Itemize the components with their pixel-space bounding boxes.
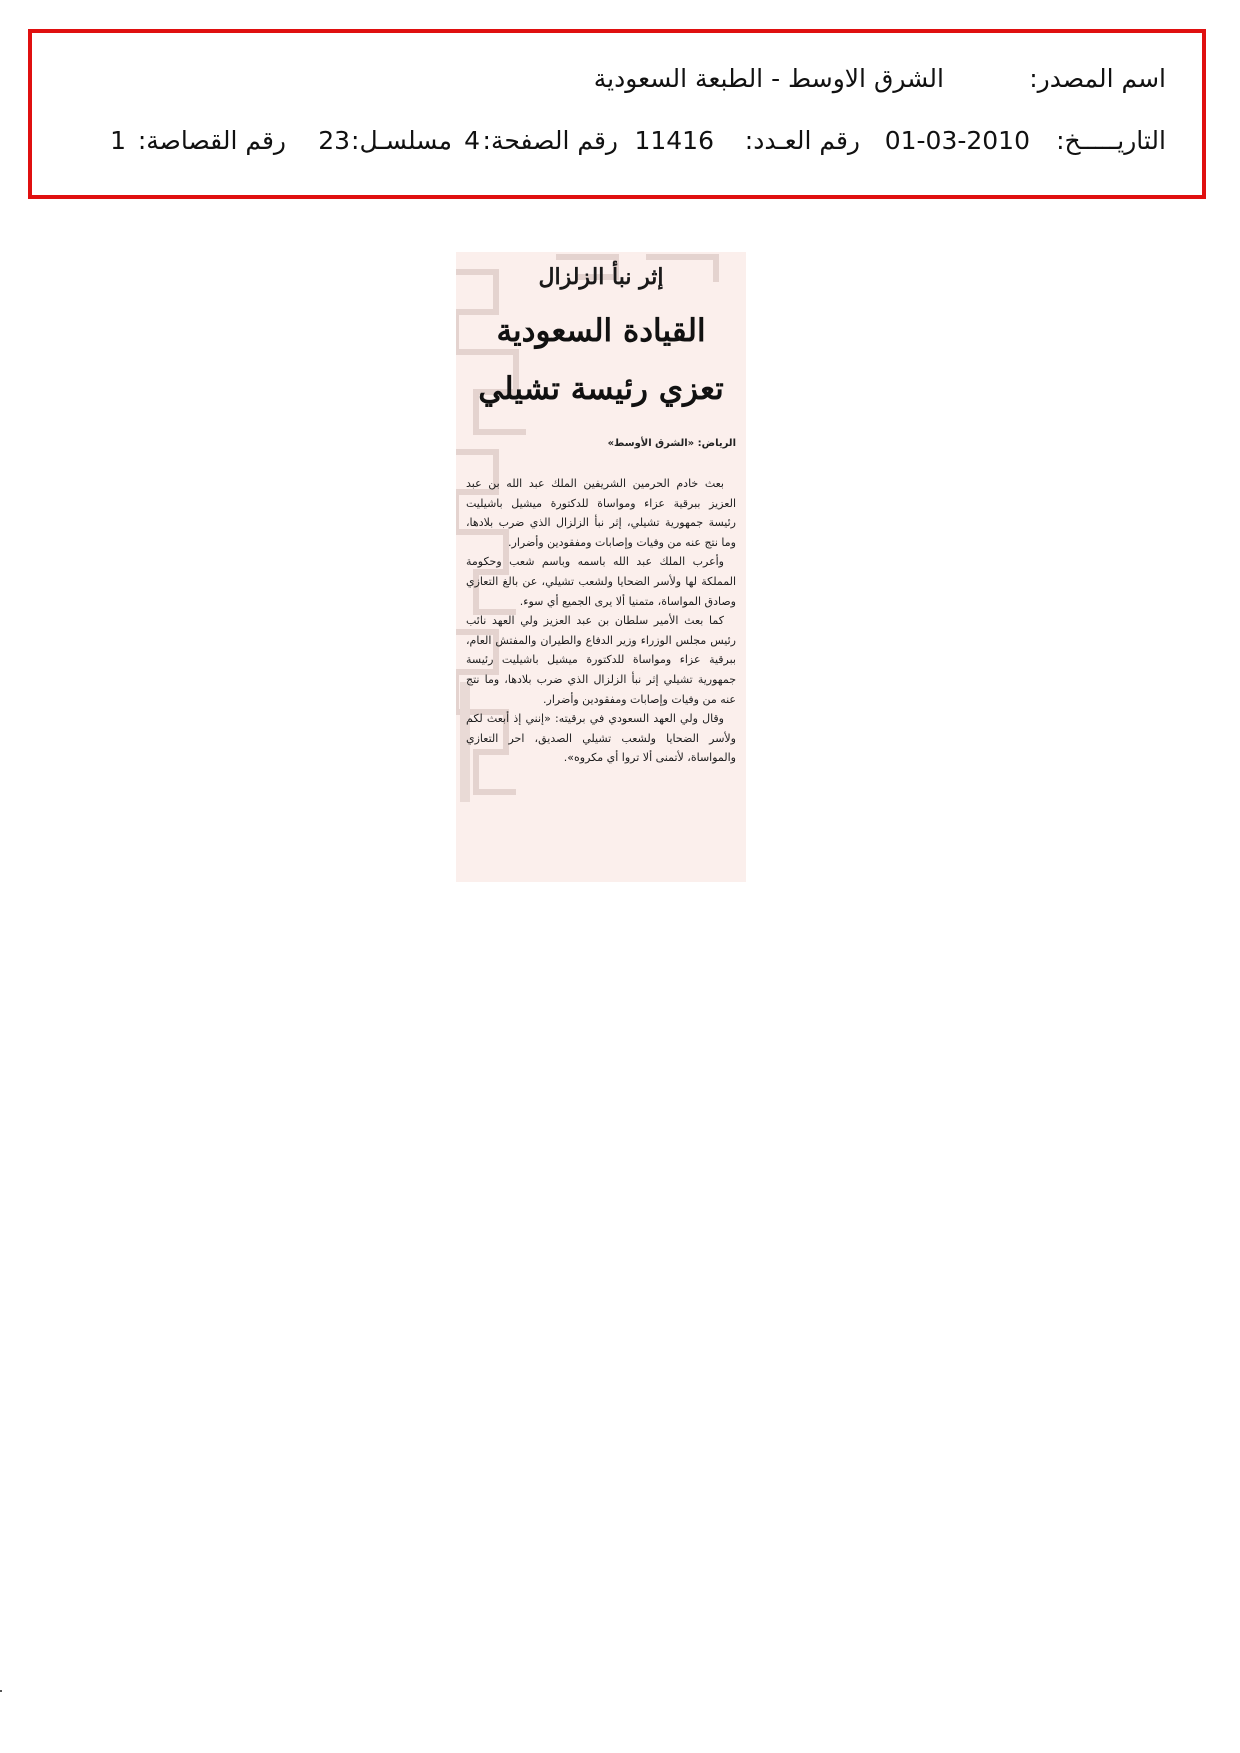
serial-label: مسلسـل: [351,126,452,155]
source-value: الشرق الاوسط - الطبعة السعودية [593,64,944,93]
page-value: 4 [464,126,480,155]
source-row [32,59,1202,99]
info-row [32,121,1202,161]
date-label: التاريـــــخ: [1056,126,1166,155]
article-kicker: إثر نبأ الزلزال [538,264,664,290]
article-paragraph: وقال ولي العهد السعودي في برقيته: «إنني إذ أبعث لكم ولأسر الضحايا ولشعب تشيلي الصديق، احر التعازي والمواساة، لأتمنى ألا تروا أي مكروه». [466,712,736,765]
issue-label: رقم العـدد: [744,126,860,155]
article-paragraph: كما بعث الأمير سلطان بن عبد العزيز ولي العهد نائب رئيس مجلس الوزراء وزير الدفاع والطيران والمفتش العام، ببرقية عزاء ومواساة للدكتورة ميشيل باشيليت رئيسة جمهورية تشيلي إثر نبأ الزلزال الذي ضرب بلادها، وما نتج عنه من وفيات وإصابات ومفقودين وأضرار. [466,614,736,706]
article-paragraph: بعث خادم الحرمين الشريفين الملك عبد الله بن عبد العزيز ببرقية عزاء ومواساة للدكتورة ميشيل باشيليت رئيسة جمهورية تشيلي، إثر نبأ الزلزال الذي ضرب بلادها، وما نتج عنه من وفيات وإصابات ومفقودين وأضرار. [466,477,736,549]
clipping-content [456,252,746,882]
clip-value: 1 [110,126,126,155]
article-paragraph: وأعرب الملك عبد الله باسمه وباسم شعب وحكومة المملكة لها ولأسر الضحايا ولشعب تشيلي، عن بالغ التعازي وصادق المواساة، متمنيا ألا يرى الجميع أي سوء. [466,555,736,608]
page-label: رقم الصفحة: [482,126,618,155]
metadata-box [28,29,1206,199]
news-clipping [456,252,746,882]
date-value: 01-03-2010 [884,126,1030,155]
serial-value: 23 [318,126,350,155]
headline-line-2: تعزي رئيسة تشيلي [478,371,724,407]
headline-line-1: القيادة السعودية [496,313,706,349]
issue-value: 11416 [634,126,714,155]
article-dateline: الرياض: «الشرق الأوسط» [607,438,736,449]
article-body [466,474,736,768]
scan-speck [0,1690,2,1692]
source-label: اسم المصدر: [1029,64,1166,93]
clip-label: رقم القصاصة: [137,126,286,155]
